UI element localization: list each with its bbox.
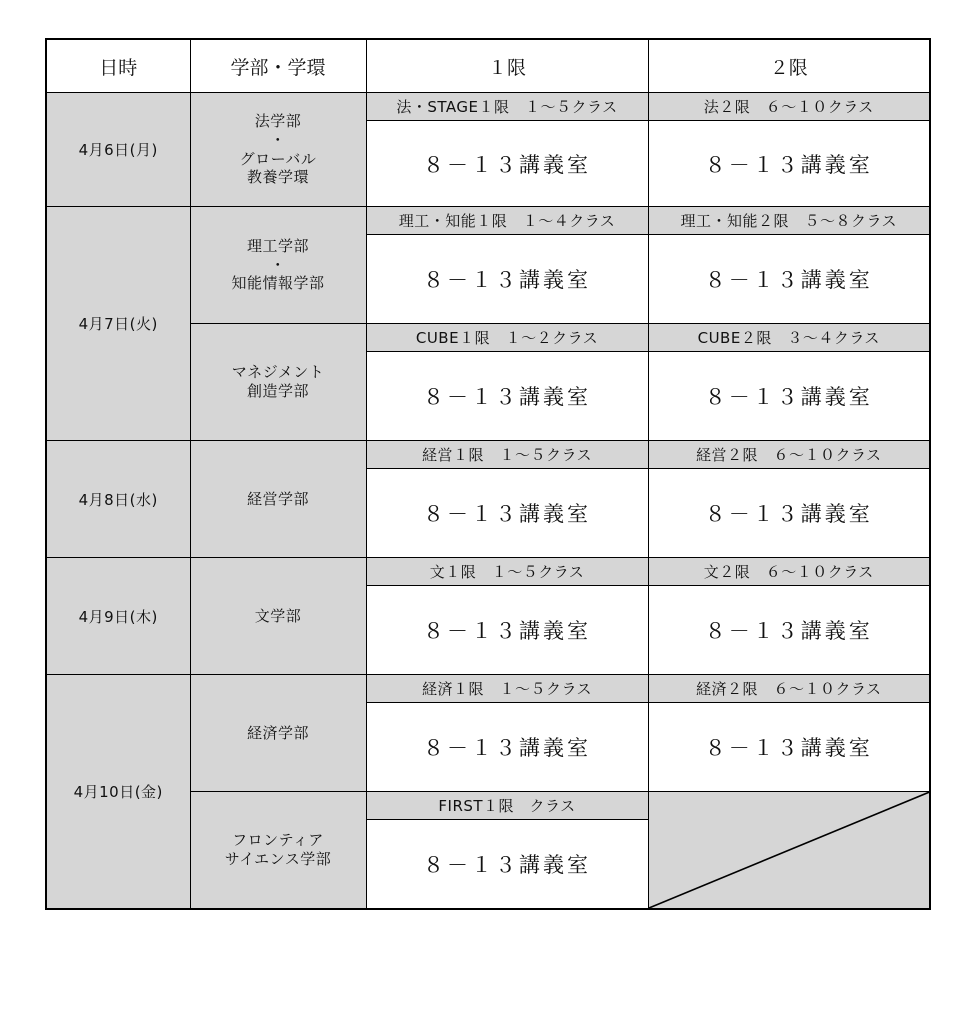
period-2-class-label: 文２限 ６～１０クラス (648, 558, 930, 586)
faculty-cell (190, 93, 366, 207)
period-2-room: ８－１３講義室 (648, 121, 930, 207)
period-2-room: ８－１３講義室 (648, 586, 930, 675)
faculty-line: 理工学部 (246, 236, 309, 255)
date-cell: 4月8日(水) (46, 441, 190, 558)
period-2-room: ８－１３講義室 (648, 469, 930, 558)
table-row (46, 675, 930, 703)
period-1-class-label: CUBE１限 １～２クラス (366, 324, 648, 352)
faculty-line: 経営学部 (246, 489, 309, 508)
period-2-room: ８－１３講義室 (648, 352, 930, 441)
period-1-class-label: 理工・知能１限 １～４クラス (366, 207, 648, 235)
faculty-line: 法学部 (254, 112, 302, 130)
period-1-room: ８－１３講義室 (366, 469, 648, 558)
table-row (46, 441, 930, 469)
empty-slot-cell (648, 792, 930, 910)
date-cell: 4月7日(火) (46, 207, 190, 441)
faculty-line: グローバル (239, 149, 317, 168)
diagonal-strike (649, 792, 930, 908)
faculty-line: 知能情報学部 (231, 274, 325, 293)
period-2-class-label: 法２限 ６～１０クラス (648, 93, 930, 121)
table-row (46, 207, 930, 235)
faculty-line: ・ (270, 130, 286, 149)
header-period-1: １限 (366, 39, 648, 93)
header-row (46, 39, 930, 93)
table-row (46, 558, 930, 586)
date-cell: 4月10日(金) (46, 675, 190, 910)
period-2-class-label: 経営２限 ６～１０クラス (648, 441, 930, 469)
header-date: 日時 (46, 39, 190, 93)
faculty-line: 文学部 (254, 606, 302, 625)
faculty-cell (190, 558, 366, 675)
faculty-line: 創造学部 (246, 382, 309, 400)
period-1-class-label: 経済１限 １～５クラス (366, 675, 648, 703)
period-1-class-label: 法・STAGE１限 １～５クラス (366, 93, 648, 121)
faculty-line: サイエンス学部 (224, 850, 332, 868)
faculty-line: フロンティア (232, 831, 324, 850)
period-1-class-label: 文１限 １～５クラス (366, 558, 648, 586)
faculty-cell (190, 441, 366, 558)
faculty-cell (190, 207, 366, 324)
schedule-table (45, 38, 931, 910)
period-2-class-label: 経済２限 ６～１０クラス (648, 675, 930, 703)
period-2-class-label: 理工・知能２限 ５～８クラス (648, 207, 930, 235)
date-cell: 4月9日(木) (46, 558, 190, 675)
faculty-line: マネジメント (231, 363, 325, 382)
period-1-room: ８－１３講義室 (366, 121, 648, 207)
period-1-class-label: FIRST１限 クラス (366, 792, 648, 820)
faculty-line: ・ (270, 255, 286, 274)
period-1-room: ８－１３講義室 (366, 352, 648, 441)
faculty-cell (190, 792, 366, 910)
faculty-cell (190, 324, 366, 441)
header-faculty: 学部・学環 (190, 39, 366, 93)
period-1-room: ８－１３講義室 (366, 703, 648, 792)
header-period-2: ２限 (648, 39, 930, 93)
faculty-line: 教養学環 (246, 168, 309, 187)
period-1-room: ８－１３講義室 (366, 586, 648, 675)
period-2-room: ８－１３講義室 (648, 235, 930, 324)
period-1-class-label: 経営１限 １～５クラス (366, 441, 648, 469)
period-2-room: ８－１３講義室 (648, 703, 930, 792)
period-1-room: ８－１３講義室 (366, 820, 648, 910)
date-cell: 4月6日(月) (46, 93, 190, 207)
table-row (46, 93, 930, 121)
period-2-class-label: CUBE２限 ３～４クラス (648, 324, 930, 352)
faculty-line: 経済学部 (246, 723, 309, 742)
faculty-cell (190, 675, 366, 792)
period-1-room: ８－１３講義室 (366, 235, 648, 324)
